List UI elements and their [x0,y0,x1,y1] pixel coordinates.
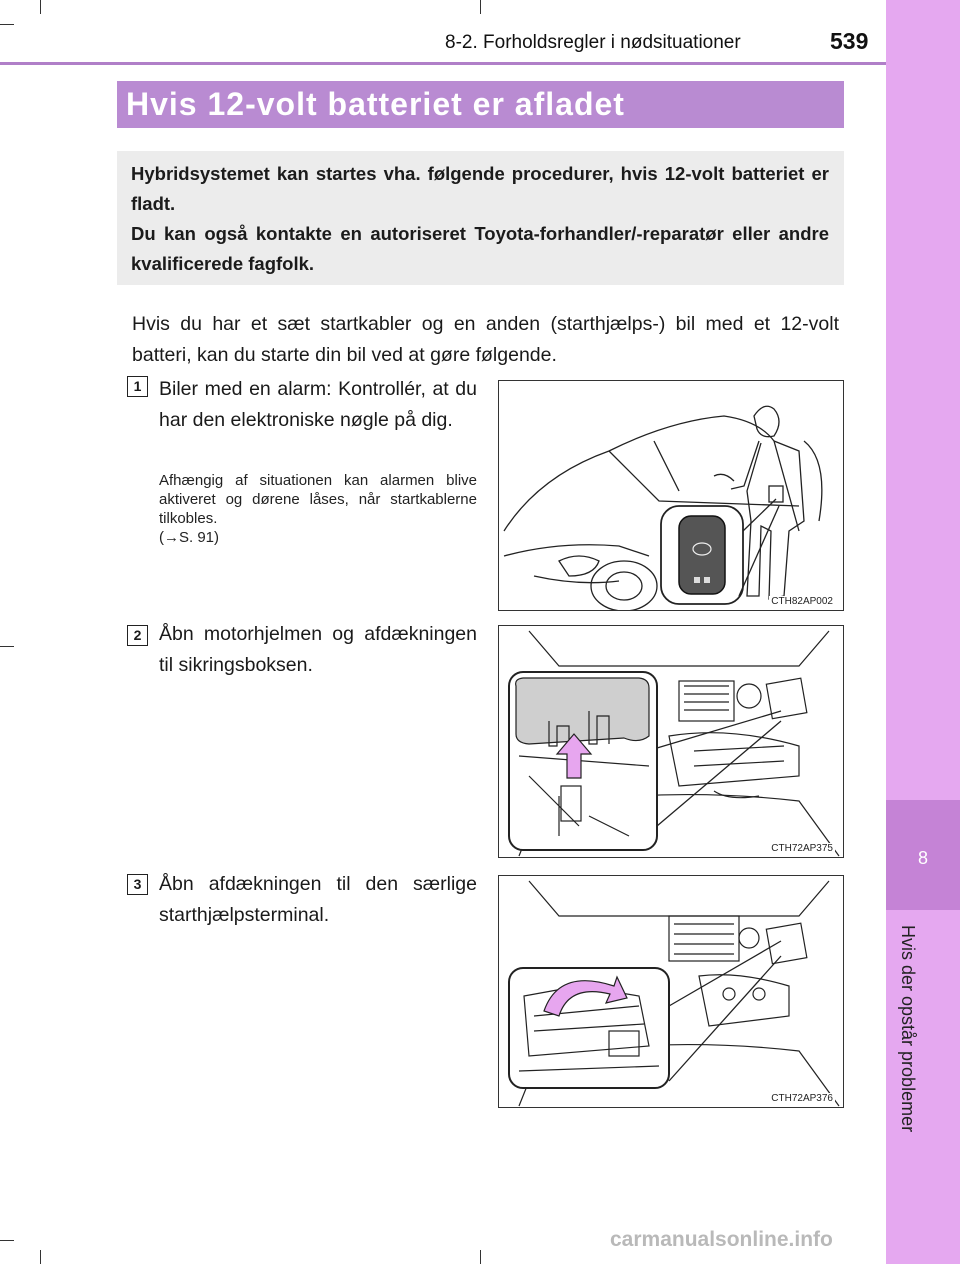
crop-mark [0,24,14,25]
page-reference-link[interactable]: S. 91 [179,529,215,546]
figure-jump-terminal [498,875,844,1108]
figure-code-2: CTH72AP375 [771,843,833,854]
chapter-number: 8 [917,848,928,868]
page-title: Hvis 12-volt batteriet er afladet [126,86,625,122]
step-text-1: Biler med en alarm: Kontrollér, at du har den elektroniske nøgle på dig. [159,378,477,431]
crop-mark [40,0,41,14]
crop-mark [40,1250,41,1264]
header-rule [0,62,886,65]
running-header-section: 8-2. Forholdsregler i nødsituationer [445,32,741,53]
step-number-1: 1 [127,376,148,397]
crop-mark [0,646,14,647]
intro-line-1: Hybridsystemet kan startes vha. følgende procedurer, hvis 12-volt batteriet er fladt. [131,163,829,214]
figure-code-1: CTH82AP002 [771,596,833,607]
lead-paragraph: Hvis du har et sæt startkabler og en anden (starthjælps-) bil med et 12-volt batteri, kan du starte din bil ved at gøre følgende. [132,313,839,366]
intro-line-2: Du kan også kontakte en autoriseret Toyota-forhandler/-reparatør eller andre kvalificerede fagfolk. [131,223,829,274]
step-note-1: Afhængig af situationen kan alarmen blive aktiveret og dørene låses, når startkablerne tilkobles. (→S. 91) [159,472,477,546]
figure-code-3: CTH72AP376 [771,1093,833,1104]
watermark: carmanualsonline.info [610,1228,833,1251]
crop-mark [0,1240,14,1241]
crop-mark [480,1250,481,1264]
step-text-2: Åbn motorhjelmen og afdækningen til sikringsboksen. [159,623,477,676]
step-number-3: 3 [127,874,148,895]
step-number-2: 2 [127,625,148,646]
intro-box [117,151,844,285]
engine-bay-jump-terminal-illustration [499,876,844,1108]
engine-bay-fusebox-illustration [499,626,844,858]
chapter-title: Hvis der opstår problemer [898,925,918,1133]
figure-fuse-box [498,625,844,858]
figure-car-key [498,380,844,611]
crop-mark [480,0,481,14]
page-number: 539 [830,28,869,54]
reference-arrow-icon: → [164,529,179,546]
step-text-3: Åbn afdækningen til den særlige starthjælpsterminal. [159,873,477,926]
step-note-1-text: Afhængig af situationen kan alarmen blive aktiveret og dørene låses, når startkablerne tilkobles. [159,472,477,527]
car-with-person-illustration [499,381,844,611]
